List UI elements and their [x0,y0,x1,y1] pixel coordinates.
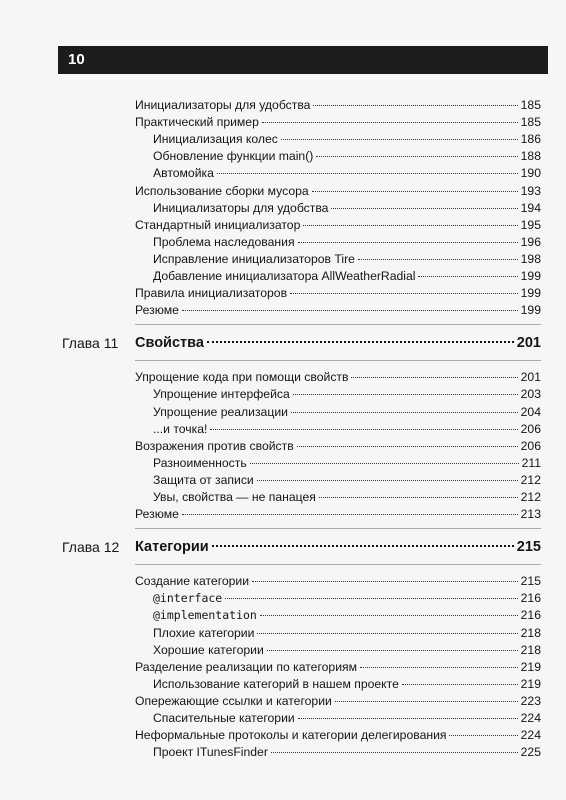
entry-title: Правила инициализаторов [135,286,288,301]
dot-leader [298,718,518,719]
toc-entry [0,233,566,251]
toc-entry [0,182,566,200]
entry-title: Автомойка [153,166,214,181]
entry-page: 199 [520,286,541,301]
dot-leader [291,412,518,413]
toc-entry [0,454,566,472]
toc-entry [0,113,566,131]
toc-entry [0,641,566,659]
chapter-title: Свойства [135,335,204,352]
dot-leader [182,310,518,311]
toc-entry-line [153,164,541,182]
entry-page: 199 [520,269,541,283]
toc-entry [0,589,566,607]
chapter-entry-line [135,536,541,558]
chapter-label: Глава 11 [62,335,119,352]
toc-entry [0,301,566,319]
dot-leader [303,225,517,226]
entry-title: Упрощение реализации [153,404,288,419]
dot-leader [281,139,518,140]
entry-page: 218 [520,642,541,657]
section-divider [135,324,541,325]
dot-leader [212,545,514,547]
toc-entry [0,147,566,165]
entry-page: 224 [520,711,541,725]
entry-title: Исправление инициализаторов Tire [153,251,355,266]
chapter-page: 201 [516,335,541,352]
entry-page: 212 [520,490,541,504]
toc-entry [0,726,566,744]
toc-entry [0,572,566,590]
toc-entry [0,250,566,268]
toc-entry [0,130,566,148]
dot-leader [182,514,518,515]
toc-entry-line [135,96,541,114]
dot-leader [252,581,518,582]
toc-entry-line [135,692,541,710]
dot-leader [217,173,518,174]
entry-title: Упрощение интерфейса [153,387,290,402]
entry-title: @interface [153,591,223,606]
entry-title: Хорошие категории [153,642,264,657]
entry-title: @implementation [153,608,257,623]
dot-leader [402,684,518,685]
dot-leader [210,429,517,430]
dot-leader [313,105,517,106]
toc-entry [0,199,566,217]
toc-entry-line [135,726,541,744]
toc-entry [0,488,566,506]
toc-entry-line [153,454,541,472]
entry-title: Увы, свойства — не панацея [153,490,316,504]
entry-page: 201 [520,370,541,385]
toc-entry [0,505,566,523]
toc-entry [0,403,566,421]
entry-page: 206 [520,438,541,453]
entry-page: 224 [520,728,541,743]
dot-leader [351,377,517,378]
entry-page: 206 [520,421,541,436]
entry-title: Упрощение кода при помощи свойств [135,370,349,385]
toc-entry [0,420,566,438]
toc-entry-line [153,471,541,489]
entry-title: Опережающие ссылки и категории [135,693,332,708]
toc-entry-line [135,658,541,676]
entry-page: 212 [520,472,541,487]
entry-page: 190 [520,166,541,181]
entry-page: 216 [520,608,541,623]
entry-page: 198 [520,251,541,266]
toc-entry [0,709,566,727]
chapter-heading [0,536,566,558]
dot-leader [250,463,519,464]
toc-entry-line [153,709,541,727]
dot-leader [260,615,518,616]
header-bar [58,46,548,74]
toc-entry-line [135,368,541,386]
dot-leader [225,598,517,599]
toc-entry-line [135,572,541,590]
dot-leader [298,242,518,243]
dot-leader [262,122,518,123]
entry-title: Использование сборки мусора [135,183,309,198]
toc-entry-line [153,233,541,251]
entry-page: 211 [521,455,541,470]
entry-page: 194 [520,200,541,215]
toc-entry-line [153,130,541,148]
entry-title: Проект ITunesFinder [153,745,268,760]
chapter-title: Категории [135,539,209,556]
section-divider [135,564,541,565]
dot-leader [319,497,518,498]
dot-leader [360,667,518,668]
dot-leader [271,752,518,753]
toc-entry-line [135,437,541,455]
toc-entry [0,368,566,386]
entry-title: Инициализаторы для удобства [153,200,329,215]
chapter-label: Глава 12 [62,539,120,556]
entry-title: Защита от записи [153,472,254,487]
entry-title: Инициализация колес [153,132,278,147]
entry-page: 188 [520,149,541,164]
entry-title: Добавление инициализатора AllWeatherRadial [153,269,416,283]
entry-title: Разделение реализации по категориям [135,659,357,674]
entry-title: Создание категории [135,574,250,589]
toc-entry-line [153,403,541,421]
toc-entry [0,164,566,182]
dot-leader [293,394,518,395]
entry-title: Неформальные протоколы и категории делегирования [135,728,447,743]
toc-entry-line [153,385,541,403]
entry-title: Обновление функции main() [153,149,314,164]
toc-entry-line [153,743,541,761]
toc-entry-line [135,505,541,523]
entry-page: 223 [520,693,541,708]
entry-page: 215 [520,574,541,589]
toc-entry-line [153,488,541,506]
toc-entry [0,675,566,693]
toc-entry [0,743,566,761]
toc-entry-line [153,641,541,659]
entry-page: 225 [520,745,541,760]
entry-page: 219 [520,676,541,691]
entry-page: 195 [520,217,541,232]
dot-leader [207,341,514,343]
toc-entry [0,284,566,302]
page-number: 10 [68,51,85,68]
entry-title: Использование категорий в нашем проекте [153,676,399,691]
entry-page: 196 [520,234,541,249]
toc-entry-line [135,216,541,234]
chapter-entry-line [135,332,541,354]
entry-title: Спасительные категории [153,711,295,725]
entry-page: 199 [520,303,541,318]
entry-page: 218 [520,625,541,640]
entry-title: Практический пример [135,115,259,130]
entry-page: 186 [520,132,541,147]
toc-entry-line [153,624,541,642]
dot-leader [297,446,518,447]
toc-entry-line [135,182,541,200]
toc-entry-line [153,267,541,285]
dot-leader [257,633,517,634]
toc-entry-line [153,589,541,607]
entry-title: Возражения против свойств [135,438,294,453]
toc-entry [0,385,566,403]
dot-leader [290,293,518,294]
entry-title: Плохие категории [153,625,255,640]
toc-entry [0,437,566,455]
dot-leader [257,480,518,481]
toc-entry-line [135,284,541,302]
section-divider [135,360,541,361]
toc-entry-line [153,675,541,693]
entry-title: Разноименность [153,455,247,470]
dot-leader [335,701,518,702]
dot-leader [418,276,517,277]
entry-page: 213 [520,507,541,522]
chapter-page: 215 [516,539,541,556]
toc-entry-line [153,606,541,624]
dot-leader [449,735,517,736]
entry-title: Стандартный инициализатор [135,217,301,232]
toc-entry-line [153,250,541,268]
entry-title: Инициализаторы для удобства [135,98,311,112]
toc-entry-line [153,420,541,438]
entry-title: Резюме [135,303,179,318]
entry-page: 203 [520,387,541,402]
toc-entry [0,96,566,114]
dot-leader [267,650,518,651]
toc-entry [0,606,566,624]
toc-entry-line [153,147,541,165]
toc-entry-line [153,199,541,217]
entry-page: 185 [520,98,541,112]
section-divider [135,528,541,529]
entry-page: 185 [520,115,541,130]
dot-leader [358,259,518,260]
entry-page: 204 [520,404,541,419]
dot-leader [312,191,518,192]
toc-entry [0,692,566,710]
dot-leader [331,208,517,209]
entry-page: 219 [520,659,541,674]
toc-entry-line [135,113,541,131]
toc-entry [0,471,566,489]
toc-entry [0,624,566,642]
entry-title: Проблема наследования [153,234,295,249]
entry-page: 216 [520,591,541,606]
entry-title: Резюме [135,507,179,522]
entry-page: 193 [520,183,541,198]
entry-title: ...и точка! [153,421,208,436]
toc-entry-line [135,301,541,319]
toc-entry [0,216,566,234]
toc-entry [0,658,566,676]
dot-leader [316,156,517,157]
toc-entry [0,267,566,285]
chapter-heading [0,332,566,354]
